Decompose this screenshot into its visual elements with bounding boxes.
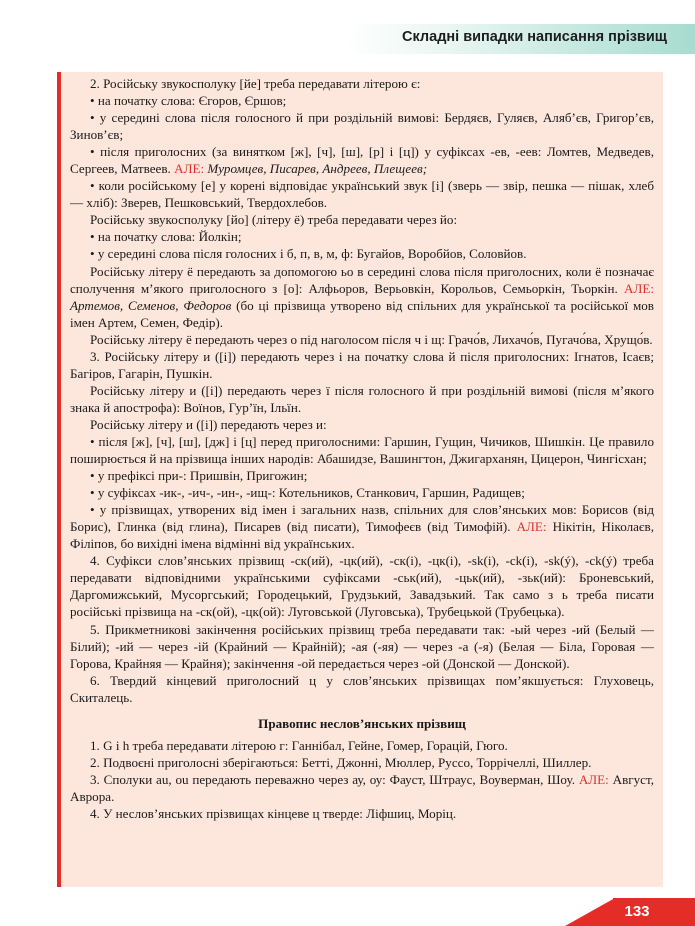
ale-label: АЛЕ: xyxy=(174,161,205,177)
paragraph: Російську звукосполуку [йо] (літеру ё) треба передавати через йо: xyxy=(90,212,458,228)
ale-label: АЛЕ: xyxy=(516,519,547,535)
paragraph: 2. Російську звукосполуку [йе] треба передавати літерою є: xyxy=(90,76,421,91)
paragraph: Російську літеру и ([і]) передають через ї після голосного й при роздільній вимові (після м’якого знака й апострофа): Воїнов, Гур’їн, Ільїн. xyxy=(70,382,654,415)
paragraph: • у суфіксах -ик-, -ич-, -ин-, -ищ-: Котельников, Станкович, Гаршин, Радищев; xyxy=(90,485,525,501)
paragraph: 5. Прикметникові закінчення російських прізвищ треба передавати так: -ый через -ий (Белый — Білий); -ий — через -ій (Крайний — Крайній); -ая (-яя) — через -а (-я) (Белая — Біла, Горовая — Горова, Крайняя — Крайня); закінчення -ой передається через -ой (Донской — Донской). xyxy=(70,621,654,671)
page-footer xyxy=(565,898,695,926)
section-heading: Правопис неслов’янських прізвищ xyxy=(258,715,466,731)
paragraph: • у префіксі при-: Пришвін, Пригожин; xyxy=(90,468,308,484)
footer-accent-triangle xyxy=(565,898,615,926)
ale-label: АЛЕ: xyxy=(578,771,609,787)
paragraph: 3. Сполуки au, ou передають переважно через ау, оу: Фауст, Штраус, Воуверман, Шоу. АЛЕ: Август, Аврора. xyxy=(70,771,655,804)
paragraph: • після приголосних (за винятком [ж], [ч], [ш], [р] і [ц]) у суфіксах -ев, -еев: Ломтев, Медведев, Сергеев, Матвеев. АЛЕ: Муромцев, Писарев, Андреев, Плещеев; xyxy=(70,144,654,177)
paragraph: 1. G і h треба передавати літерою г: Ганнібал, Гейне, Гомер, Горацій, Гюго. xyxy=(90,737,508,753)
paragraph: • коли російському [е] у корені відповідає український звук [і] (зверь — звір, пешка — пішак, хлеб — хліб): Зверев, Пешковський, Твердохлебов. xyxy=(70,178,654,211)
paragraph: • у прізвищах, утворених від імен і загальних назв, спільних для слов’янських мов: Борисов (від Борис), Глинка (від глина), Писарев (від писати), Тимофеєв (від Тимофій). АЛЕ: Нікітін, Ніколаєв, Філіпов, бо вихідні імена відмінні від українських. xyxy=(70,502,655,552)
paragraph: 2. Подвоєні приголосні зберігаються: Бетті, Джонні, Мюллер, Руссо, Торрічеллі, Шиллер. xyxy=(90,754,592,770)
paragraph: • на початку слова: Єгоров, Єршов; xyxy=(90,93,287,109)
paragraph: 4. Суфікси слов’янських прізвищ -ск(ий), -цк(ий), -ск(і), -цк(і), -sk(i), -ck(i), -sk(ý), -ck(ý) треба передавати відповідними українськими суфіксами -ськ(ий), -цьк(ий), -зьк(ий): Броневський, Даргомижський, Мусоргський; Городецький, Грудзький, Завадзький. Так само з ь треба писати російські прізвища на -ск(ой), -цк(ой): Луговськой (Луговська), Трубецькой (Трубецька). xyxy=(70,553,654,620)
paragraph: Російську літеру ё передають за допомогою ьо в середині слова після приголосних, коли ё позначає сполучення м’якого приголосного з [о]: Алфьоров, Верьовкін, Корольов, Семьоркін, Тьоркін. АЛЕ: Артемов, Семенов, Федоров (бо ці прізвища утворено від спільних для української та російської мов імен Артем, Семен, Федір). xyxy=(70,263,654,330)
page-number: 133 xyxy=(624,903,650,920)
paragraph: • на початку слова: Йолкін; xyxy=(90,229,242,245)
paragraph: • після [ж], [ч], [ш], [дж] і [ц] перед приголосними: Гаршин, Гущин, Чичиков, Шишкін. Це правило поширюється й на прізвища інших народів: Абашидзе, Вашингтон, Джигарханян, Цицерон, Чингісхан; xyxy=(70,433,654,467)
paragraph: 6. Твердий кінцевий приголосний ц у слов’янських прізвищах пом’якшується: Глуховець, Скиталець. xyxy=(70,672,654,705)
paragraph: Російську літеру и ([і]) передають через и: xyxy=(90,416,327,432)
paragraph: • у середині слова після голосного й при роздільній вимові: Бердяєв, Гуляєв, Аляб’єв, Григор’єв, Зинов’єв; xyxy=(70,110,654,143)
paragraph: 4. У неслов’янських прізвищах кінцеве ц тверде: Ліфшиц, Моріц. xyxy=(90,805,457,821)
header-title: Складні випадки написання прізвищ xyxy=(402,29,667,45)
paragraph: • у середині слова після голосних і б, п, в, м, ф: Бугайов, Воробйов, Соловйов. xyxy=(90,246,527,262)
rules-content xyxy=(70,75,654,822)
paragraph: Російську літеру ё передають через о під наголосом після ч і щ: Грачо́в, Лихачо́в, Пугачо́ва, Хрущо́в. xyxy=(90,331,653,347)
panel-left-rule xyxy=(57,72,61,887)
ale-label: АЛЕ: xyxy=(624,280,654,296)
page-header xyxy=(0,24,695,54)
paragraph: 3. Російську літеру и ([і]) передають через і на початку слова й після приголосних: Ігнатов, Ісаєв; Багіров, Гагарін, Пушкін. xyxy=(70,348,654,381)
